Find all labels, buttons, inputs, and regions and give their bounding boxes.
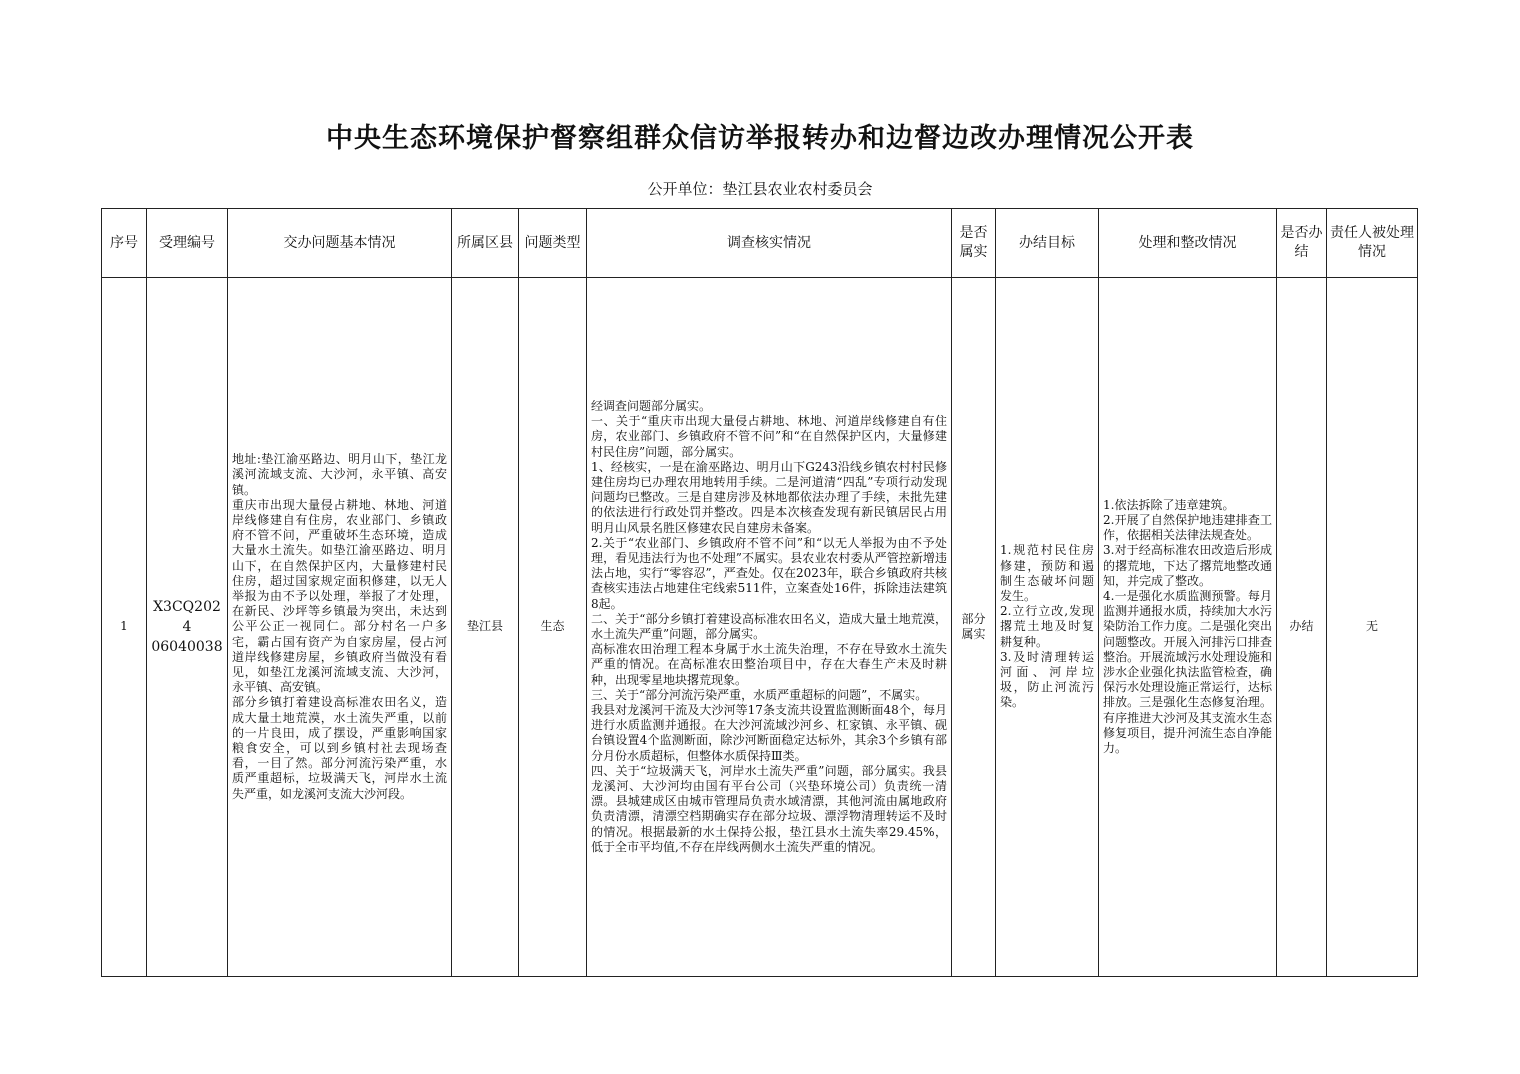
cell-issue: 地址:垫江渝巫路边、明月山下，垫江龙溪河流域支流、大沙河，永平镇、高安镇。 重庆市出现大量侵占耕地、林地、河道岸线修建自有住房，农业部门、乡镇政府不管不问，严重破坏生态环境，造成大量水土流失。如垫江渝巫路边、明月山下，在自然保护区内，大量修建村民住房，超过国家规定面积修建，以无人举报为由不予以处理，举报了才处理，在新民、沙坪等乡镇最为突出，未达到公平公正一视同仁。部分村名一户多宅，霸占国有资产为自家房屋，侵占河道岸线修建房屋，乡镇政府当做没有看见，如垫江龙溪河流域支流、大沙河，永平镇、高安镇。 部分乡镇打着建设高标准农田名义，造成大量土地荒漠，水土流失严重，以前的一片良田，成了摆设，严重影响国家粮食安全，可以到乡镇村社去现场查看，一目了然。部分河流污染严重，水质严重超标，垃圾满天飞，河岸水土流失严重，如龙溪河支流大沙河段。	[228, 278, 452, 977]
header-seq: 序号	[102, 209, 147, 278]
cell-verified: 部分属实	[952, 278, 996, 977]
cell-handling: 1.依法拆除了违章建筑。 2.开展了自然保护地违建排查工作，依据相关法律法规查处。 3.对于经高标准农田改造后形成的撂荒地，下达了撂荒地整改通知，并完成了整改。 4.一是强化水质监测预警。每月监测并通报水质，持续加大水污染防治工作力度。二是强化突出问题整改。开展入河排污口排查整治。开展流域污水处理设施和涉水企业强化执法监管检查，确保污水处理设施正常运行，达标排放。三是强化生态修复治理。有序推进大沙河及其支流水生态修复项目，提升河流生态自净能力。	[1099, 278, 1277, 977]
page-title: 中央生态环境保护督察组群众信访举报转办和边督边改办理情况公开表	[326, 123, 1194, 154]
cell-seq: 1	[102, 278, 147, 977]
header-code: 受理编号	[147, 209, 228, 278]
table-row	[102, 278, 1418, 977]
disclosure-table	[101, 208, 1418, 977]
header-type: 问题类型	[519, 209, 587, 278]
header-goal: 办结目标	[996, 209, 1099, 278]
cell-goal: 1.规范村民住房修建，预防和遏制生态破坏问题发生。 2.立行立改,发现撂荒土地及时复耕复种。 3.及时清理转运河面、河岸垃圾，防止河流污染。	[996, 278, 1099, 977]
header-verified: 是否属实	[952, 209, 996, 278]
header-issue: 交办问题基本情况	[228, 209, 452, 278]
cell-investigation: 经调查问题部分属实。 一、关于“重庆市出现大量侵占耕地、林地、河道岸线修建自有住房，农业部门、乡镇政府不管不问”和“在自然保护区内，大量修建村民住房”问题，部分属实。 1、经核实，一是在渝巫路边、明月山下G243沿线乡镇农村村民修建住房均已办理农用地转用手续。二是河道清“四乱”专项行动发现问题均已整改。三是自建房涉及林地都依法办理了手续，未批先建的依法进行行政处罚并整改。四是本次核查发现有新民镇居民占用明月山风景名胜区修建农民自建房未备案。 2.关于“农业部门、乡镇政府不管不问”和“以无人举报为由不予处理，看见违法行为也不处理”不属实。县农业农村委从严管控新增违法占地，实行“零容忍”，严查处。仅在2023年，联合乡镇政府共核查核实违法占地建住宅线索511件，立案查处16件，拆除违法建筑8起。 二、关于“部分乡镇打着建设高标准农田名义，造成大量土地荒漠，水土流失严重”问题，部分属实。 高标准农田治理工程本身属于水土流失治理，不存在导致水土流失严重的情况。在高标准农田整治项目中，存在大春生产未及时耕种，出现零星地块撂荒现象。 三、关于“部分河流污染严重，水质严重超标的问题”，不属实。 我县对龙溪河干流及大沙河等17条支流共设置监测断面48个，每月进行水质监测并通报。在大沙河流域沙河乡、杠家镇、永平镇、砚台镇设置4个监测断面，除沙河断面稳定达标外，其余3个乡镇有部分月份水质超标，但整体水质保持Ⅲ类。 四、关于“垃圾满天飞，河岸水土流失严重”问题，部分属实。我县龙溪河、大沙河均由国有平台公司（兴垫环境公司）负责统一清漂。县城建成区由城市管理局负责水域清漂，其他河流由属地政府负责清漂，清漂空档期确实存在部分垃圾、漂浮物清理转运不及时的情况。根据最新的水土保持公报，垫江县水土流失率29.45%，低于全市平均值,不存在岸线两侧水土流失严重的情况。	[587, 278, 952, 977]
header-row	[102, 209, 1418, 278]
header-accountability: 责任人被处理情况	[1327, 209, 1418, 278]
header-closed: 是否办结	[1277, 209, 1327, 278]
publishing-unit: 公开单位：垫江县农业农村委员会	[647, 180, 873, 198]
cell-accountability: 无	[1327, 278, 1418, 977]
cell-type: 生态	[519, 278, 587, 977]
cell-closed: 办结	[1277, 278, 1327, 977]
header-investigation: 调查核实情况	[587, 209, 952, 278]
cell-district: 垫江县	[452, 278, 519, 977]
header-handling: 处理和整改情况	[1099, 209, 1277, 278]
header-district: 所属区县	[452, 209, 519, 278]
cell-code: X3CQ2024 06040038	[147, 278, 228, 977]
